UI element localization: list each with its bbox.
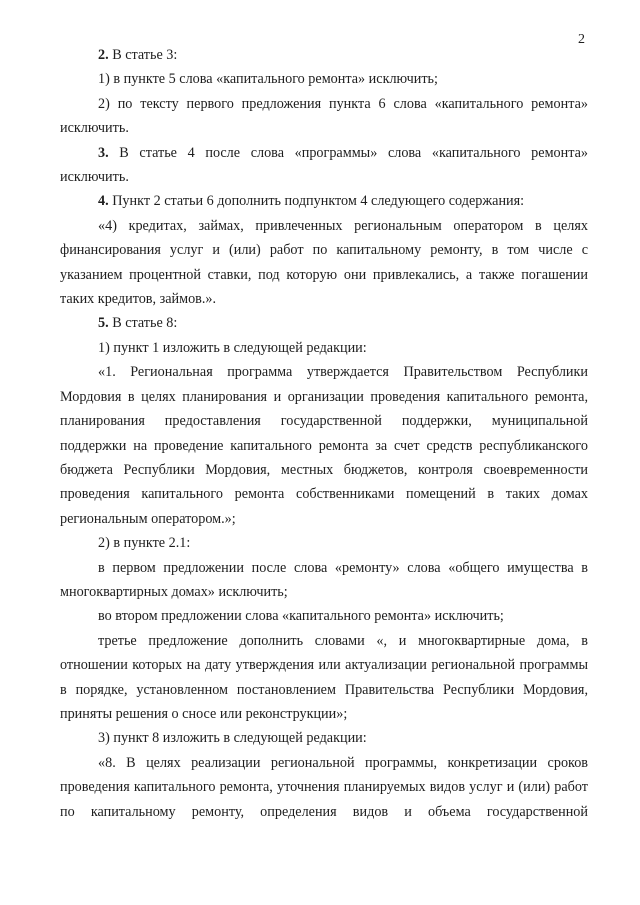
- paragraph-item-3-edit: 3) пункт 8 изложить в следующей редакции:: [98, 730, 367, 747]
- item-number: 2.: [98, 47, 109, 63]
- paragraph-article-4: [60, 141, 588, 190]
- paragraph-item-2-1: 2) в пункте 2.1:: [98, 535, 191, 552]
- paragraph-text: В статье 3:: [108, 47, 178, 63]
- paragraph-item-1-edit: 1) пункт 1 изложить в следующей редакции:: [98, 339, 367, 356]
- paragraph-third-sentence: третье предложение дополнить словами «, и многоквартирные дома, в отношении которых на дату утверждения или актуализации региональной программы в порядке, установленном постановлением Правительства Республики Мордовия, приняты решения о сносе или реконструкции»;: [60, 632, 588, 722]
- paragraph-item-8-quote: «8. В целях реализации региональной программы, конкретизации сроков проведения капитального ремонта, уточнения планируемых видов услуг и (или) работ по капитальному ремонту, определения видов и объема государственной: [60, 754, 588, 820]
- paragraph-article-8-heading: [60, 311, 588, 335]
- item-number: 4.: [98, 193, 109, 210]
- paragraph-subitem-4-quote: «4) кредитах, займах, привлеченных региональным оператором в целях финансирования услуг и (или) работ по капитальному ремонту, в том числе с указанием процентной ставки, под которую они привлекались, а также погашении таких кредитов, займов.».: [60, 217, 588, 308]
- item-number: 3.: [98, 144, 109, 161]
- paragraph-first-sentence: в первом предложении после слова «ремонту» слова «общего имущества в многоквартирных домах» исключить;: [60, 559, 588, 600]
- paragraph-text: В статье 8:: [108, 315, 178, 332]
- paragraph-item-1: 1) в пункте 5 слова «капитального ремонта» исключить;: [98, 71, 438, 88]
- page-number: 2: [578, 32, 585, 47]
- paragraph-text: В статье 4 после слова «программы» слова «капитального ремонта» исключить.: [60, 144, 588, 186]
- item-number: 5.: [98, 315, 109, 332]
- paragraph-article-3-heading: [60, 43, 588, 67]
- paragraph-article-6: [60, 189, 588, 213]
- paragraph-item-1-quote: «1. Региональная программа утверждается Правительством Республики Мордовия в целях планирования и организации проведения капитального ремонта, планирования предоставления государственной поддержки, муниципальной поддержки на проведение капитального ремонта за счет средств республиканского бюджета Республики Мордовия, местных бюджетов, контроля своевременности проведения капитального ремонта собственниками помещений в таких домах региональным оператором.»;: [60, 364, 588, 527]
- document-body: [60, 43, 588, 824]
- paragraph-second-sentence: во втором предложении слова «капитального ремонта» исключить;: [98, 608, 504, 625]
- paragraph-text: Пункт 2 статьи 6 дополнить подпунктом 4 следующего содержания:: [108, 193, 525, 210]
- paragraph-item-2: 2) по тексту первого предложения пункта 6 слова «капитального ремонта» исключить.: [60, 95, 588, 137]
